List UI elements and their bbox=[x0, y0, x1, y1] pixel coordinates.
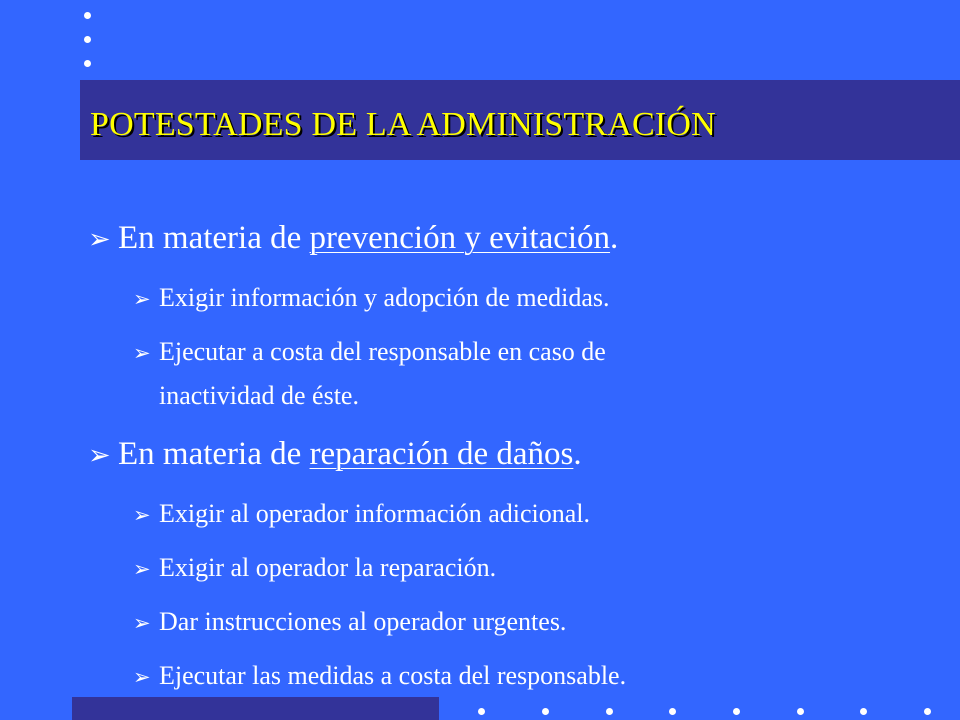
list-item bbox=[133, 283, 610, 313]
arrow-bullet-icon: ➢ bbox=[88, 224, 111, 255]
decorative-dot bbox=[84, 12, 91, 19]
slide-title: POTESTADES DE LA ADMINISTRACIÓN bbox=[90, 106, 716, 143]
section-heading-prefix: En materia de bbox=[118, 220, 310, 256]
list-item-text: Ejecutar las medidas a costa del responsable. bbox=[159, 661, 627, 690]
decorative-dot bbox=[669, 708, 676, 715]
decorative-dot bbox=[606, 708, 613, 715]
section-heading bbox=[88, 436, 582, 473]
decorative-dot bbox=[542, 708, 549, 715]
section-heading-prefix: En materia de bbox=[118, 436, 310, 472]
arrow-bullet-icon: ➢ bbox=[133, 503, 151, 527]
arrow-bullet-icon: ➢ bbox=[133, 287, 151, 311]
footer-bar bbox=[72, 697, 439, 720]
section-heading-suffix: . bbox=[573, 436, 582, 472]
decorative-dot bbox=[478, 708, 485, 715]
decorative-dot bbox=[733, 708, 740, 715]
decorative-dot bbox=[84, 60, 91, 67]
list-item bbox=[133, 553, 496, 583]
arrow-bullet-icon: ➢ bbox=[133, 611, 151, 635]
list-item-text: Ejecutar a costa del responsable en caso de bbox=[159, 337, 606, 366]
section-heading-underlined: reparación de daños bbox=[309, 436, 574, 472]
list-item bbox=[133, 337, 606, 367]
list-item bbox=[133, 607, 566, 637]
list-item-continuation: inactividad de éste. bbox=[159, 381, 359, 410]
arrow-bullet-icon: ➢ bbox=[133, 665, 151, 689]
title-bar bbox=[80, 80, 960, 160]
decorative-dot bbox=[797, 708, 804, 715]
arrow-bullet-icon: ➢ bbox=[133, 341, 151, 365]
list-item-text: Exigir al operador la reparación. bbox=[159, 553, 497, 582]
list-item bbox=[133, 499, 590, 529]
list-item bbox=[133, 661, 626, 691]
arrow-bullet-icon: ➢ bbox=[88, 440, 111, 471]
decorative-dot bbox=[924, 708, 931, 715]
section-heading bbox=[88, 220, 618, 257]
list-item-text: Exigir al operador información adicional. bbox=[159, 499, 591, 528]
arrow-bullet-icon: ➢ bbox=[133, 557, 151, 581]
decorative-dot bbox=[84, 36, 91, 43]
list-item-text: Dar instrucciones al operador urgentes. bbox=[159, 607, 567, 636]
section-heading-underlined: prevención y evitación bbox=[309, 220, 611, 256]
list-item-text: Exigir información y adopción de medidas. bbox=[159, 283, 610, 312]
decorative-dot bbox=[860, 708, 867, 715]
section-heading-suffix: . bbox=[610, 220, 619, 256]
